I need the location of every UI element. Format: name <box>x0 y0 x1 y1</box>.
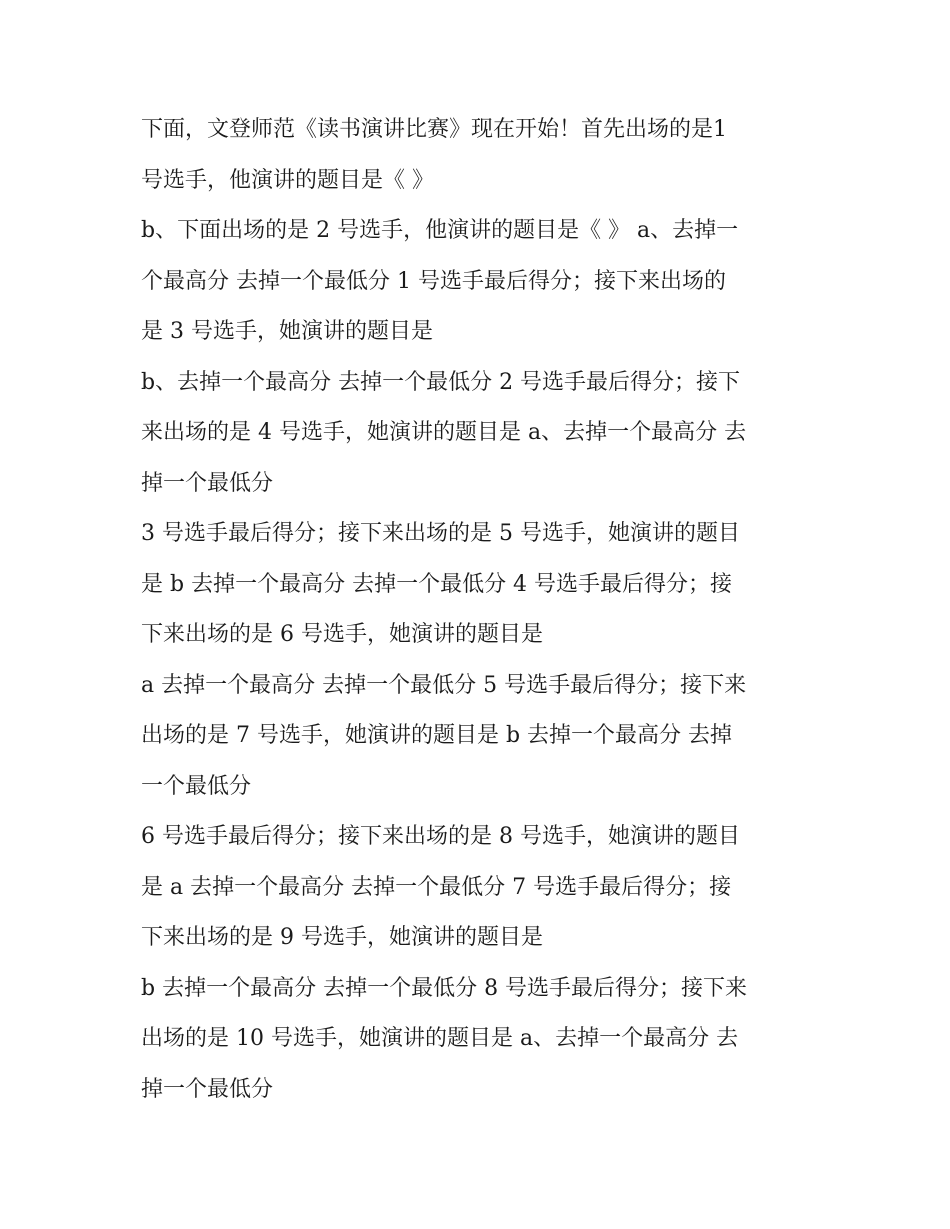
document-body <box>141 105 821 1115</box>
text-line: 下来出场的是 6 号选手，她演讲的题目是 <box>141 622 543 647</box>
text-line: 出场的是 7 号选手，她演讲的题目是 b 去掉一个最高分 去掉 <box>141 723 733 748</box>
text-line: b 去掉一个最高分 去掉一个最低分 8 号选手最后得分；接下来 <box>141 975 748 1001</box>
text-line: 个最高分 去掉一个最低分 1 号选手最后得分；接下来出场的 <box>141 268 726 294</box>
text-line: 是 a 去掉一个最高分 去掉一个最低分 7 号选手最后得分；接 <box>141 874 732 900</box>
text-line: 6 号选手最后得分；接下来出场的是 8 号选手，她演讲的题目 <box>141 824 740 849</box>
text-line: 是 b 去掉一个最高分 去掉一个最低分 4 号选手最后得分；接 <box>141 571 733 597</box>
text-line: 掉一个最低分 <box>141 470 274 496</box>
text-line: 号选手，他演讲的题目是《 》 <box>141 167 434 193</box>
text-line: b、去掉一个最高分 去掉一个最低分 2 号选手最后得分；接下 <box>141 369 741 395</box>
text-line: 掉一个最低分 <box>141 1076 274 1102</box>
text-line: 下面，文登师范《读书演讲比赛》现在开始！首先出场的是1 <box>141 117 727 142</box>
text-line: a 去掉一个最高分 去掉一个最低分 5 号选手最后得分；接下来 <box>141 672 747 698</box>
text-line: 下来出场的是 9 号选手，她演讲的题目是 <box>141 925 543 950</box>
text-line: 出场的是 10 号选手，她演讲的题目是 a、去掉一个最高分 去 <box>141 1026 739 1051</box>
text-line: 3 号选手最后得分；接下来出场的是 5 号选手，她演讲的题目 <box>141 521 740 546</box>
text-line: 来出场的是 4 号选手，她演讲的题目是 a、去掉一个最高分 去 <box>141 420 747 445</box>
text-line: 一个最低分 <box>141 773 252 799</box>
text-line: b、下面出场的是 2 号选手，他演讲的题目是《 》 a、去掉一 <box>141 218 739 243</box>
text-line: 是 3 号选手，她演讲的题目是 <box>141 319 433 344</box>
